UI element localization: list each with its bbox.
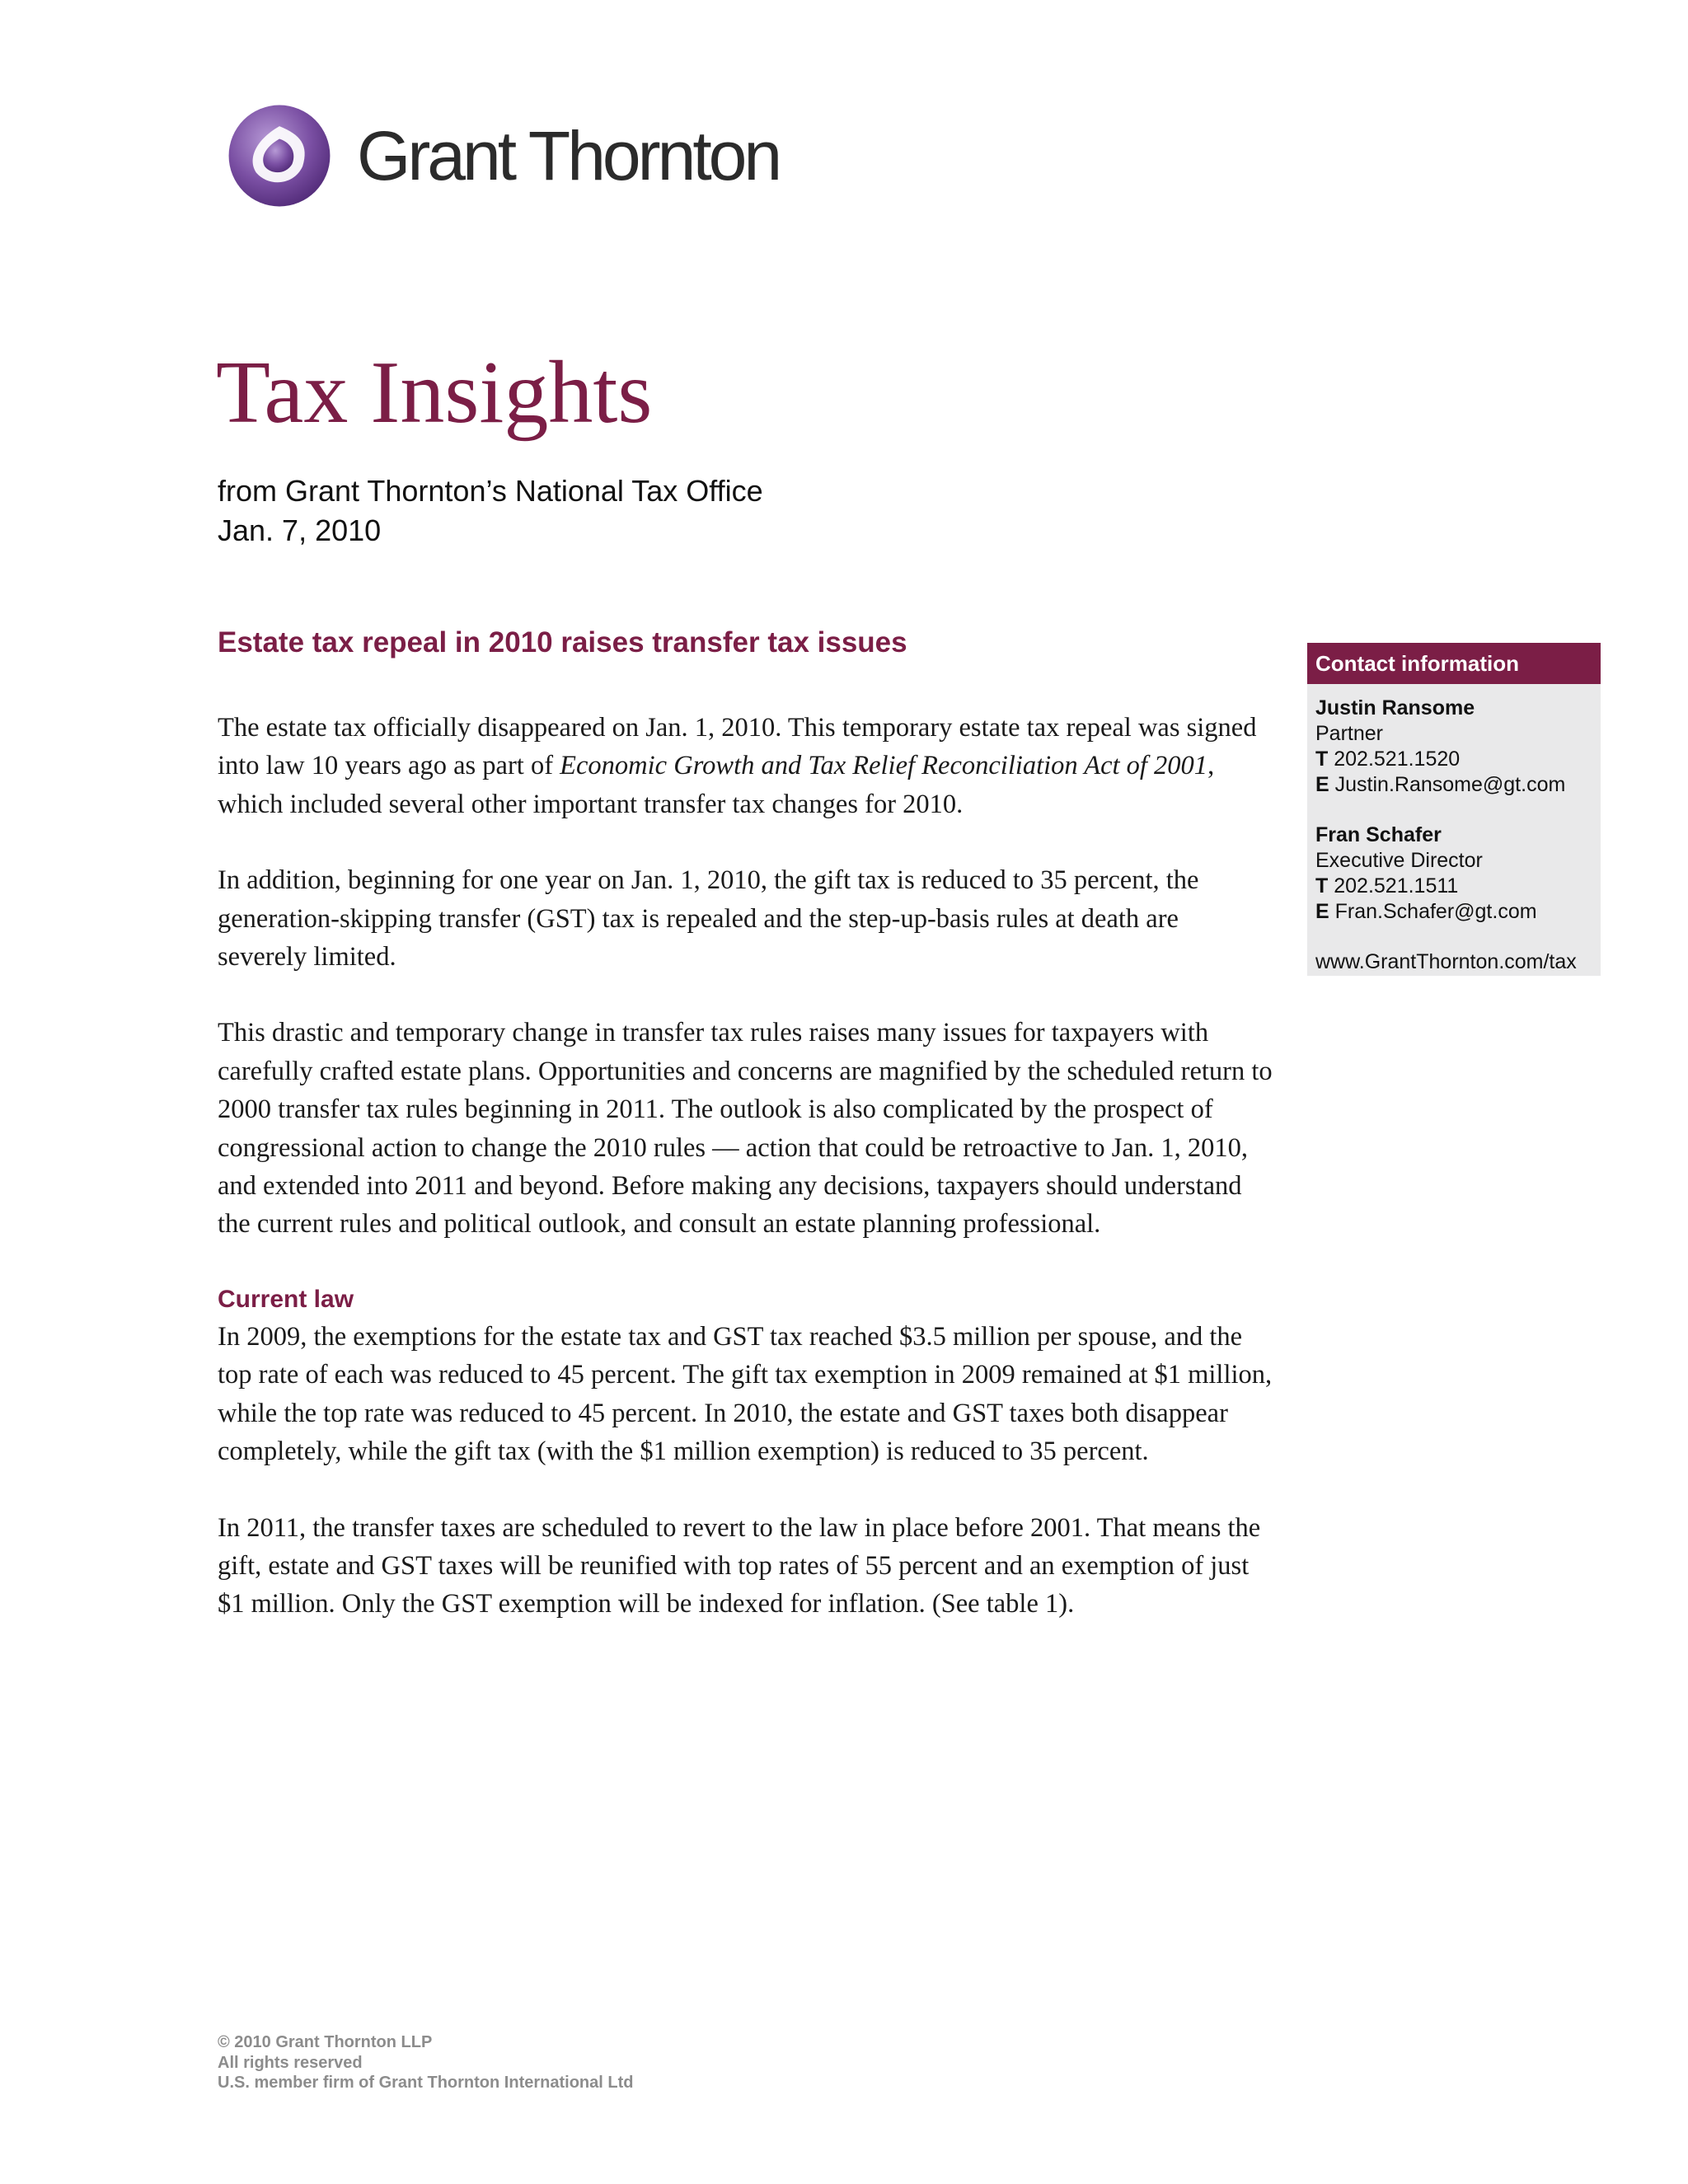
- member-firm-note: U.S. member firm of Grant Thornton International Ltd: [218, 2074, 634, 2092]
- phone-label: T: [1315, 748, 1329, 771]
- contact-name: Fran Schafer: [1315, 823, 1442, 846]
- contact-panel: [1307, 643, 1601, 976]
- paragraph-5: In 2011, the transfer taxes are scheduled to revert to the law in place before 2001. That means the gift, estate and GST taxes will be reunified with top rates of 55 percent and an exemption of just $1 million. Only the GST exemption will be indexed for inflation. (See table 1).: [218, 1512, 1261, 1619]
- paragraph-1: [218, 709, 1273, 823]
- paragraph-1-start: The estate tax officially disappeared on Jan. 1, 2010. This temporary estate tax repeal was signed into law 10 years ago as part of: [218, 713, 1257, 781]
- page-title: Tax Insights: [216, 344, 653, 442]
- contact-body: [1307, 684, 1601, 975]
- email-label: E: [1315, 900, 1329, 923]
- company-logo: [227, 103, 779, 209]
- copyright: © 2010 Grant Thornton LLP: [218, 2033, 433, 2051]
- phone-number: 202.521.1511: [1334, 874, 1459, 898]
- email-label: E: [1315, 773, 1329, 796]
- footer: [218, 2032, 633, 2093]
- publication-date: Jan. 7, 2010: [218, 513, 382, 547]
- grant-thornton-logo-icon: [227, 103, 332, 209]
- contact-email: [1315, 772, 1592, 798]
- article-body: [218, 625, 1273, 1661]
- contact-role: Executive Director: [1315, 849, 1483, 872]
- paragraph-4: In 2009, the exemptions for the estate tax and GST tax reached $3.5 million per spouse, and the top rate of each was reduced to 45 percent. The gift tax exemption in 2009 remained at $1 million, while the top rate was reduced to 45 percent. In 2010, the estate and GST taxes both disappear completely, while the gift tax (with the $1 million exemption) is reduced to 35 percent.: [218, 1321, 1273, 1467]
- email-link[interactable]: Justin.Ransome@gt.com: [1334, 773, 1566, 796]
- email-link[interactable]: Fran.Schafer@gt.com: [1334, 900, 1537, 923]
- paragraph-1-end: , which included several other important transfer tax changes for 2010.: [218, 751, 1215, 819]
- paragraph-3: This drastic and temporary change in transfer tax rules raises many issues for taxpayers with carefully crafted estate plans. Opportunities and concerns are magnified by the scheduled return to 2000 transfer tax rules beginning in 2011. The outlook is also complicated by the prospect of congressional action to change the 2010 rules — action that could be retroactive to Jan. 1, 2010, and extended into 2011 and beyond. Before making any decisions, taxpayers should understand the current rules and political outlook, and consult an estate planning professional.: [218, 1018, 1273, 1240]
- publication-subtitle: from Grant Thornton’s National Tax Office: [218, 474, 763, 508]
- logo-wordmark: Grant Thornton: [357, 117, 780, 194]
- article-headline: Estate tax repeal in 2010 raises transfer tax issues: [218, 626, 907, 658]
- contact-header: Contact information: [1307, 643, 1601, 684]
- contact-role: Partner: [1315, 722, 1383, 745]
- contact-phone: [1315, 747, 1592, 772]
- act-title: Economic Growth and Tax Relief Reconciliation Act of 2001: [560, 751, 1208, 781]
- contact-phone: [1315, 874, 1592, 899]
- paragraph-2: In addition, beginning for one year on Jan. 1, 2010, the gift tax is reduced to 35 percent, the generation-skipping transfer (GST) tax is repealed and the step-up-basis rules at death are severely limited.: [218, 865, 1199, 972]
- subtitle-block: [218, 471, 763, 551]
- rights-reserved: All rights reserved: [218, 2053, 363, 2072]
- website-link[interactable]: www.GrantThornton.com/tax: [1315, 950, 1577, 973]
- phone-label: T: [1315, 874, 1329, 898]
- section-title-current-law: Current law: [218, 1285, 354, 1313]
- phone-number: 202.521.1520: [1334, 748, 1461, 771]
- contact-name: Justin Ransome: [1315, 696, 1475, 719]
- contact-email: [1315, 899, 1592, 925]
